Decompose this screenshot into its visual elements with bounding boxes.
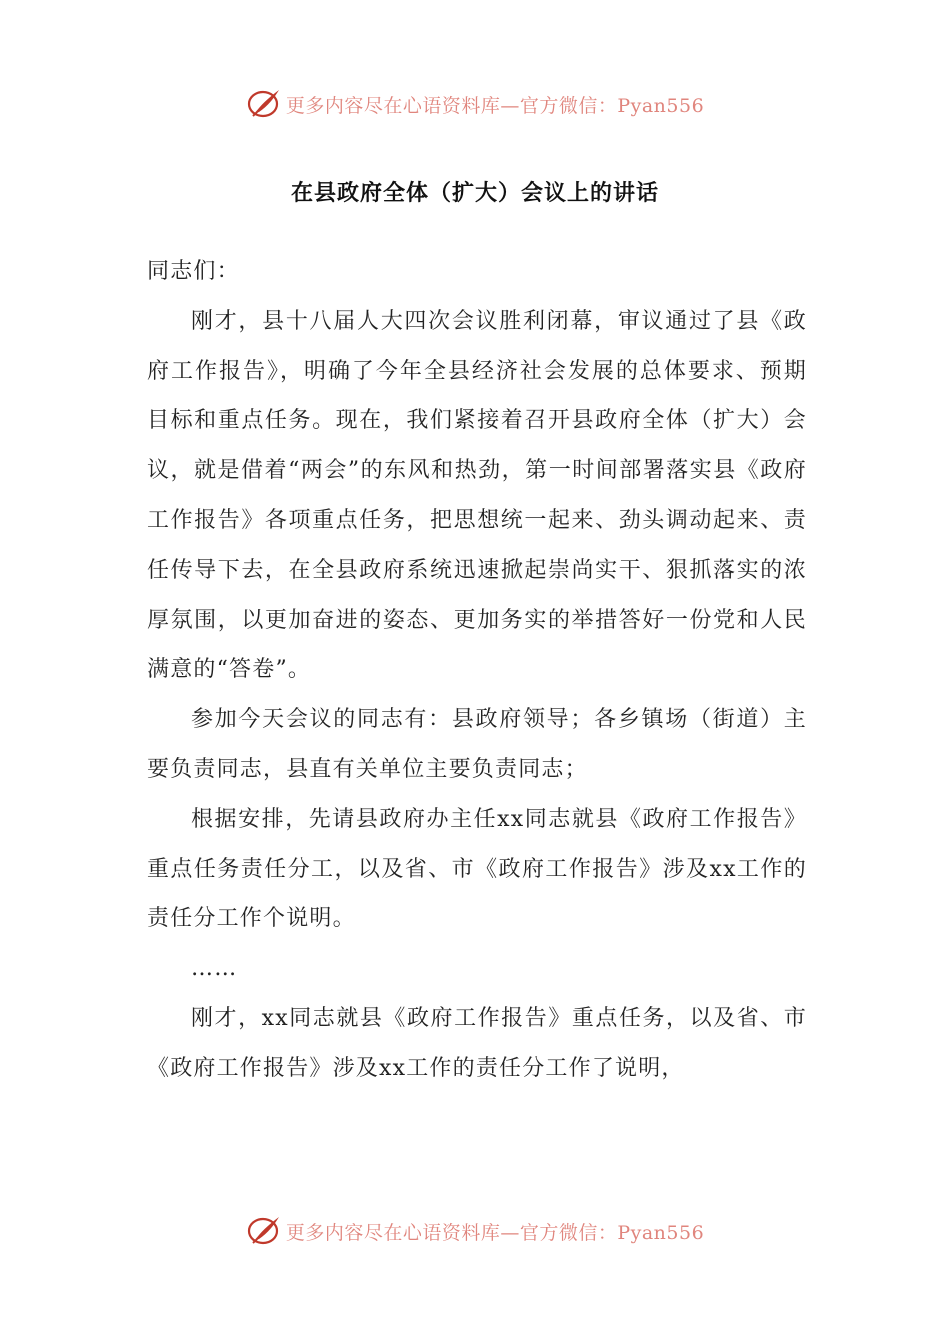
salutation: 同志们： — [147, 259, 240, 284]
paragraph: 刚才，xx同志就县《政府工作报告》重点任务，以及省、市《政府工作报告》涉及xx工作的责任分工作了说明， — [147, 1005, 807, 1081]
banner-text: 更多内容尽在心语资料库—官方微信：Pyan556 — [285, 94, 705, 117]
quill-logo-icon — [246, 1213, 282, 1249]
document-title: 在县政府全体（扩大）会议上的讲话 — [290, 181, 659, 206]
header-banner — [0, 84, 950, 124]
paragraph: 参加今天会议的同志有：县政府领导；各乡镇场（街道）主要负责同志，县直有关单位主要负责同志； — [147, 707, 807, 782]
ellipsis-paragraph: …… — [191, 956, 238, 982]
footer-banner — [0, 1211, 950, 1251]
paragraph: 刚才，县十八届人大四次会议胜利闭幕，审议通过了县《政府工作报告》，明确了今年全县经济社会发展的总体要求、预期目标和重点任务。现在，我们紧接着召开县政府全体（扩大）会议，就是借着“两会”的东风和热劲，第一时间部署落实县《政府工作报告》各项重点任务，把思想统一起来、劲头调动起来、责任传导下去，在全县政府系统迅速掀起崇尚实干、狠抓落实的浓厚氛围，以更加奋进的姿态、更加务实的举措答好一份党和人民满意的“答卷”。 — [147, 308, 807, 683]
paragraph: 根据安排，先请县政府办主任xx同志就县《政府工作报告》重点任务责任分工，以及省、市《政府工作报告》涉及xx工作的责任分工作个说明。 — [147, 806, 807, 932]
banner-text: 更多内容尽在心语资料库—官方微信：Pyan556 — [285, 1221, 705, 1244]
document-body — [147, 247, 807, 1094]
quill-logo-icon — [246, 86, 282, 122]
